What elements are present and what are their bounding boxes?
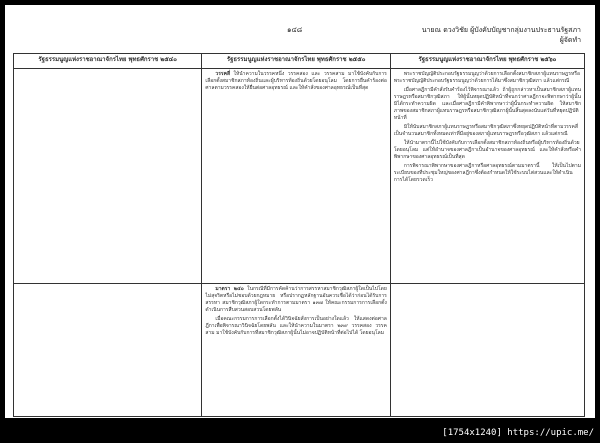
author-line-1: นายณ ดวงวิชัย ผู้บังคับบัญชากลุ่มงานประธานรัฐสภา (421, 26, 581, 34)
image-caption: [1754x1240] https://upic.me/ (442, 428, 594, 438)
section-label: มาตรา ๒๔๐ (215, 286, 244, 292)
paragraph (205, 286, 386, 314)
cell-2540 (14, 69, 202, 284)
clause-label: วรรคสี่ (215, 71, 230, 77)
author-credit (422, 25, 581, 45)
paragraph (205, 71, 386, 92)
paragraph: พระราชบัญญัติประกอบรัฐธรรมนูญว่าด้วยการเลือกตั้งสมาชิกสภาผู้แทนราษฎรหรือพระราชบัญญัติประกอบรัฐธรรมนูญว่าด้วยการได้มาซึ่งสมาชิกวุฒิสภา แล้วแต่กรณี (393, 71, 580, 84)
paragraph: ให้นำมาตรานี้ไปใช้บังคับกับการเลือกตั้งสมาชิกสภาท้องถิ่นหรือผู้บริหารท้องถิ่นด้วยโดยอนุโลม แต่ให้อำนาจของศาลฎีกาเป็นอำนาจของศาลอุทธรณ์ และให้คำสั่งหรือคำพิพากษาของศาลอุทธรณ์เป็นที่สุด (393, 140, 581, 160)
table-row (14, 69, 585, 284)
section-text: ในกรณีที่มีการคัดค้านว่าการสรรหาสมาชิกวุฒิสภาผู้ใดเป็นไปโดยไม่สุจริตหรือไม่ชอบด้วยกฎหมาย หรือปรากฏหลักฐานอันควรเชื่อได้ว่าก่อนได้รับการสรรหา สมาชิกวุฒิสภาผู้ใดกระทำการตามมาตรา ๑๓๗ ให้คณะกรรมการการเลือกตั้งดำเนินการสืบสวนสอบสวนโดยพลัน (205, 286, 387, 313)
cell-2550 (202, 69, 390, 284)
paragraph: มิให้นับสมาชิกสภาผู้แทนราษฎรหรือสมาชิกวุฒิสภาซึ่งหยุดปฏิบัติหน้าที่ตามวรรคสี่ เป็นจำนวนสมาชิกทั้งหมดเท่าที่มีอยู่ของสภาผู้แทนราษฎรหรือวุฒิสภา แล้วแต่กรณี (393, 124, 578, 137)
clause-text: ให้นำความในวรรคหนึ่ง วรรคสอง และ วรรคสาม มาใช้บังคับกับการเลือกตั้งสมาชิกสภาท้องถิ่นและผู้บริหารท้องถิ่นด้วยโดยอนุโลม โดยการยื่นคำร้องต่อศาลตามวรรคสองให้ยื่นต่อศาลอุทธรณ์ และให้คำสั่งของศาลอุทธรณ์เป็นที่สุด (205, 71, 387, 91)
cell-2540 (14, 284, 202, 417)
paragraph: เมื่อคณะกรรมการการเลือกตั้งได้วินิจฉัยสั่งการเป็นอย่างใดแล้ว ให้แสดงต่อศาลฎีกาเพื่อพิจารณาวินิจฉัยโดยพลัน และให้นำความในมาตรา ๒๓๙ วรรคสอง วรรคสาม มาใช้บังคับกับการที่สมาชิกวุฒิสภาผู้นั้นไม่อาจปฏิบัติหน้าที่ต่อไปได้ โดยอนุโลม (205, 316, 387, 336)
table-header-row (14, 54, 585, 69)
comparison-table (13, 53, 585, 417)
table-row (14, 284, 585, 417)
document-sheet (5, 5, 595, 418)
column-header-2550: รัฐธรรมนูญแห่งราชอาณาจักรไทย พุทธศักราช ๒๕๕๐ (202, 54, 390, 69)
column-header-2560: รัฐธรรมนูญแห่งราชอาณาจักรไทย พุทธศักราช ๒๕๖๐ (390, 54, 584, 69)
paragraph: เมื่อศาลฎีกามีคำสั่งรับคำร้องไว้พิจารณาแล้ว ถ้าผู้ถูกกล่าวหาเป็นสมาชิกสภาผู้แทนราษฎรหรือสมาชิกวุฒิสภา ให้ผู้นั้นหยุดปฏิบัติหน้าที่จนกว่าศาลฎีกาจะพิพากษาว่าผู้นั้นมิได้กระทำความผิด และเมื่อศาลฎีกามีคำพิพากษาว่าผู้นั้นกระทำความผิด ให้สมาชิกภาพของสมาชิกสภาผู้แทนราษฎรหรือสมาชิกวุฒิสภาผู้นั้นสิ้นสุดลงนับแต่วันที่หยุดปฏิบัติหน้าที่ (393, 87, 581, 121)
column-header-2540: รัฐธรรมนูญแห่งราชอาณาจักรไทย พุทธศักราช ๒๕๔๐ (14, 54, 202, 69)
paragraph: การพิจารณาพิพากษาของศาลฎีกาหรือศาลอุทธรณ์ตามมาตรานี้ ให้เป็นไปตามระเบียบของที่ประชุมใหญ่ของศาลฎีกาซึ่งต้องกำหนดให้ใช้ระบบไต่สวนและให้ดำเนินการได้โดยรวดเร็ว (393, 163, 581, 183)
page-number: ๑๔๘ (287, 26, 303, 34)
cell-2560 (390, 69, 584, 284)
author-line-2: ผู้จัดทำ (559, 36, 581, 44)
cell-2550 (202, 284, 390, 417)
cell-2560 (390, 284, 584, 417)
